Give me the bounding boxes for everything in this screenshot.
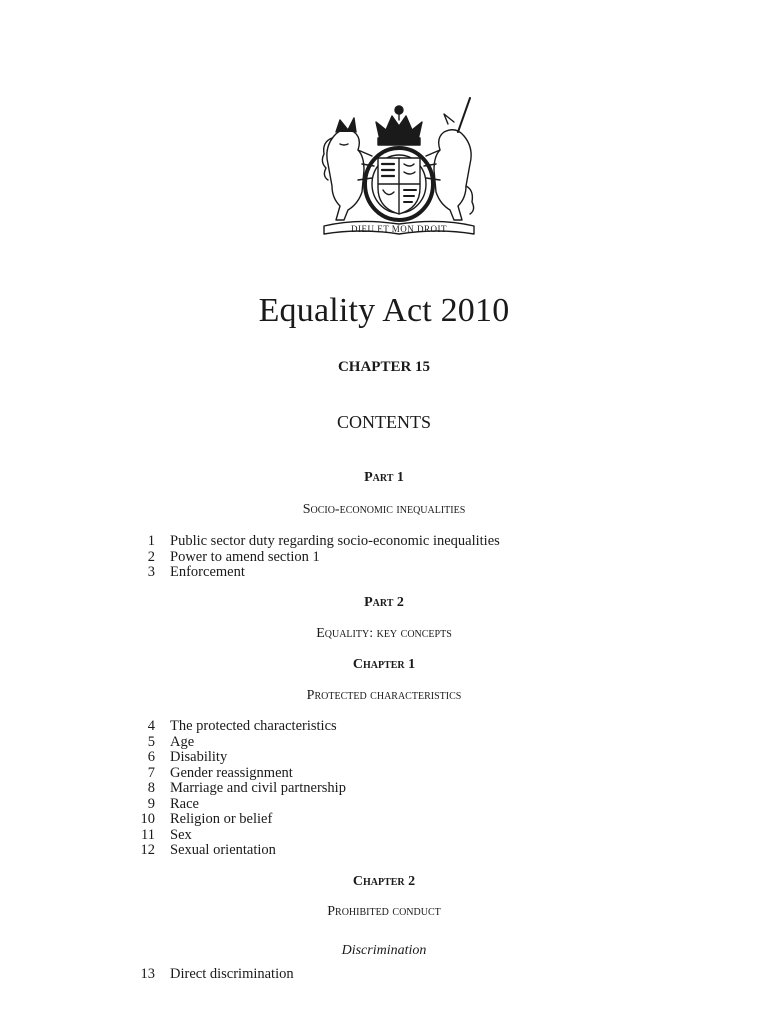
section-title: Marriage and civil partnership (170, 780, 346, 796)
section-number: 11 (141, 826, 155, 843)
section-number: 8 (147, 780, 155, 796)
contents-heading: CONTENTS (337, 412, 431, 432)
section-item[interactable] (130, 967, 690, 983)
section-title: Direct discrimination (170, 966, 294, 982)
section-title: The protected characteristics (170, 718, 337, 734)
section-title: Public sector duty regarding socio-economic inequalities (170, 533, 500, 549)
chapter-number: CHAPTER 15 (337, 359, 431, 375)
section-item[interactable] (130, 550, 690, 566)
royal-coat-of-arms-crest (318, 94, 480, 240)
section-item[interactable] (130, 750, 690, 766)
section-item[interactable] (130, 766, 690, 782)
discrimination-group-heading: Discrimination (341, 943, 427, 958)
section-item[interactable] (130, 735, 690, 751)
section-number: 7 (147, 764, 155, 781)
chapter-2-heading: Chapter 2 (352, 874, 416, 889)
part-1-subtitle: Socio-economic inequalities (302, 502, 466, 517)
chapter-1-section-list (130, 719, 690, 859)
section-item[interactable] (130, 797, 690, 813)
chapter-1-subtitle: Protected characteristics (306, 688, 462, 703)
section-title: Power to amend section 1 (170, 548, 320, 565)
section-title: Gender reassignment (170, 764, 293, 781)
part-1-heading: Part 1 (364, 470, 404, 485)
section-item[interactable] (130, 812, 690, 828)
act-title: Equality Act 2010 (258, 292, 510, 329)
chapter-2-section-list (130, 967, 690, 983)
section-item[interactable] (130, 565, 690, 581)
section-title: Age (170, 733, 195, 750)
part-2-heading: Part 2 (364, 595, 404, 610)
section-number: 4 (147, 718, 155, 734)
section-number: 2 (147, 548, 155, 565)
section-item[interactable] (130, 828, 690, 844)
section-item[interactable] (130, 781, 690, 797)
section-number: 9 (147, 795, 155, 812)
section-item[interactable] (130, 719, 690, 735)
section-number: 12 (140, 842, 155, 858)
section-title: Disability (170, 749, 228, 765)
section-number: 6 (147, 749, 155, 765)
section-title: Race (170, 795, 199, 812)
section-title: Religion or belief (170, 811, 273, 827)
chapter-2-subtitle: Prohibited conduct (327, 904, 441, 919)
chapter-1-heading: Chapter 1 (352, 657, 416, 672)
section-number: 1 (147, 533, 155, 549)
section-item[interactable] (130, 534, 690, 550)
section-number: 3 (147, 564, 155, 580)
section-number: 13 (140, 966, 155, 982)
section-item[interactable] (130, 843, 690, 859)
section-title: Sex (170, 826, 192, 843)
section-number: 5 (147, 733, 155, 750)
svg-text:DIEU ET MON DROIT: DIEU ET MON DROIT (350, 224, 448, 234)
section-title: Sexual orientation (170, 842, 276, 858)
section-number: 10 (140, 811, 155, 827)
part-2-subtitle: Equality: key concepts (316, 626, 452, 641)
part-1-section-list (130, 534, 690, 581)
section-title: Enforcement (170, 564, 245, 580)
